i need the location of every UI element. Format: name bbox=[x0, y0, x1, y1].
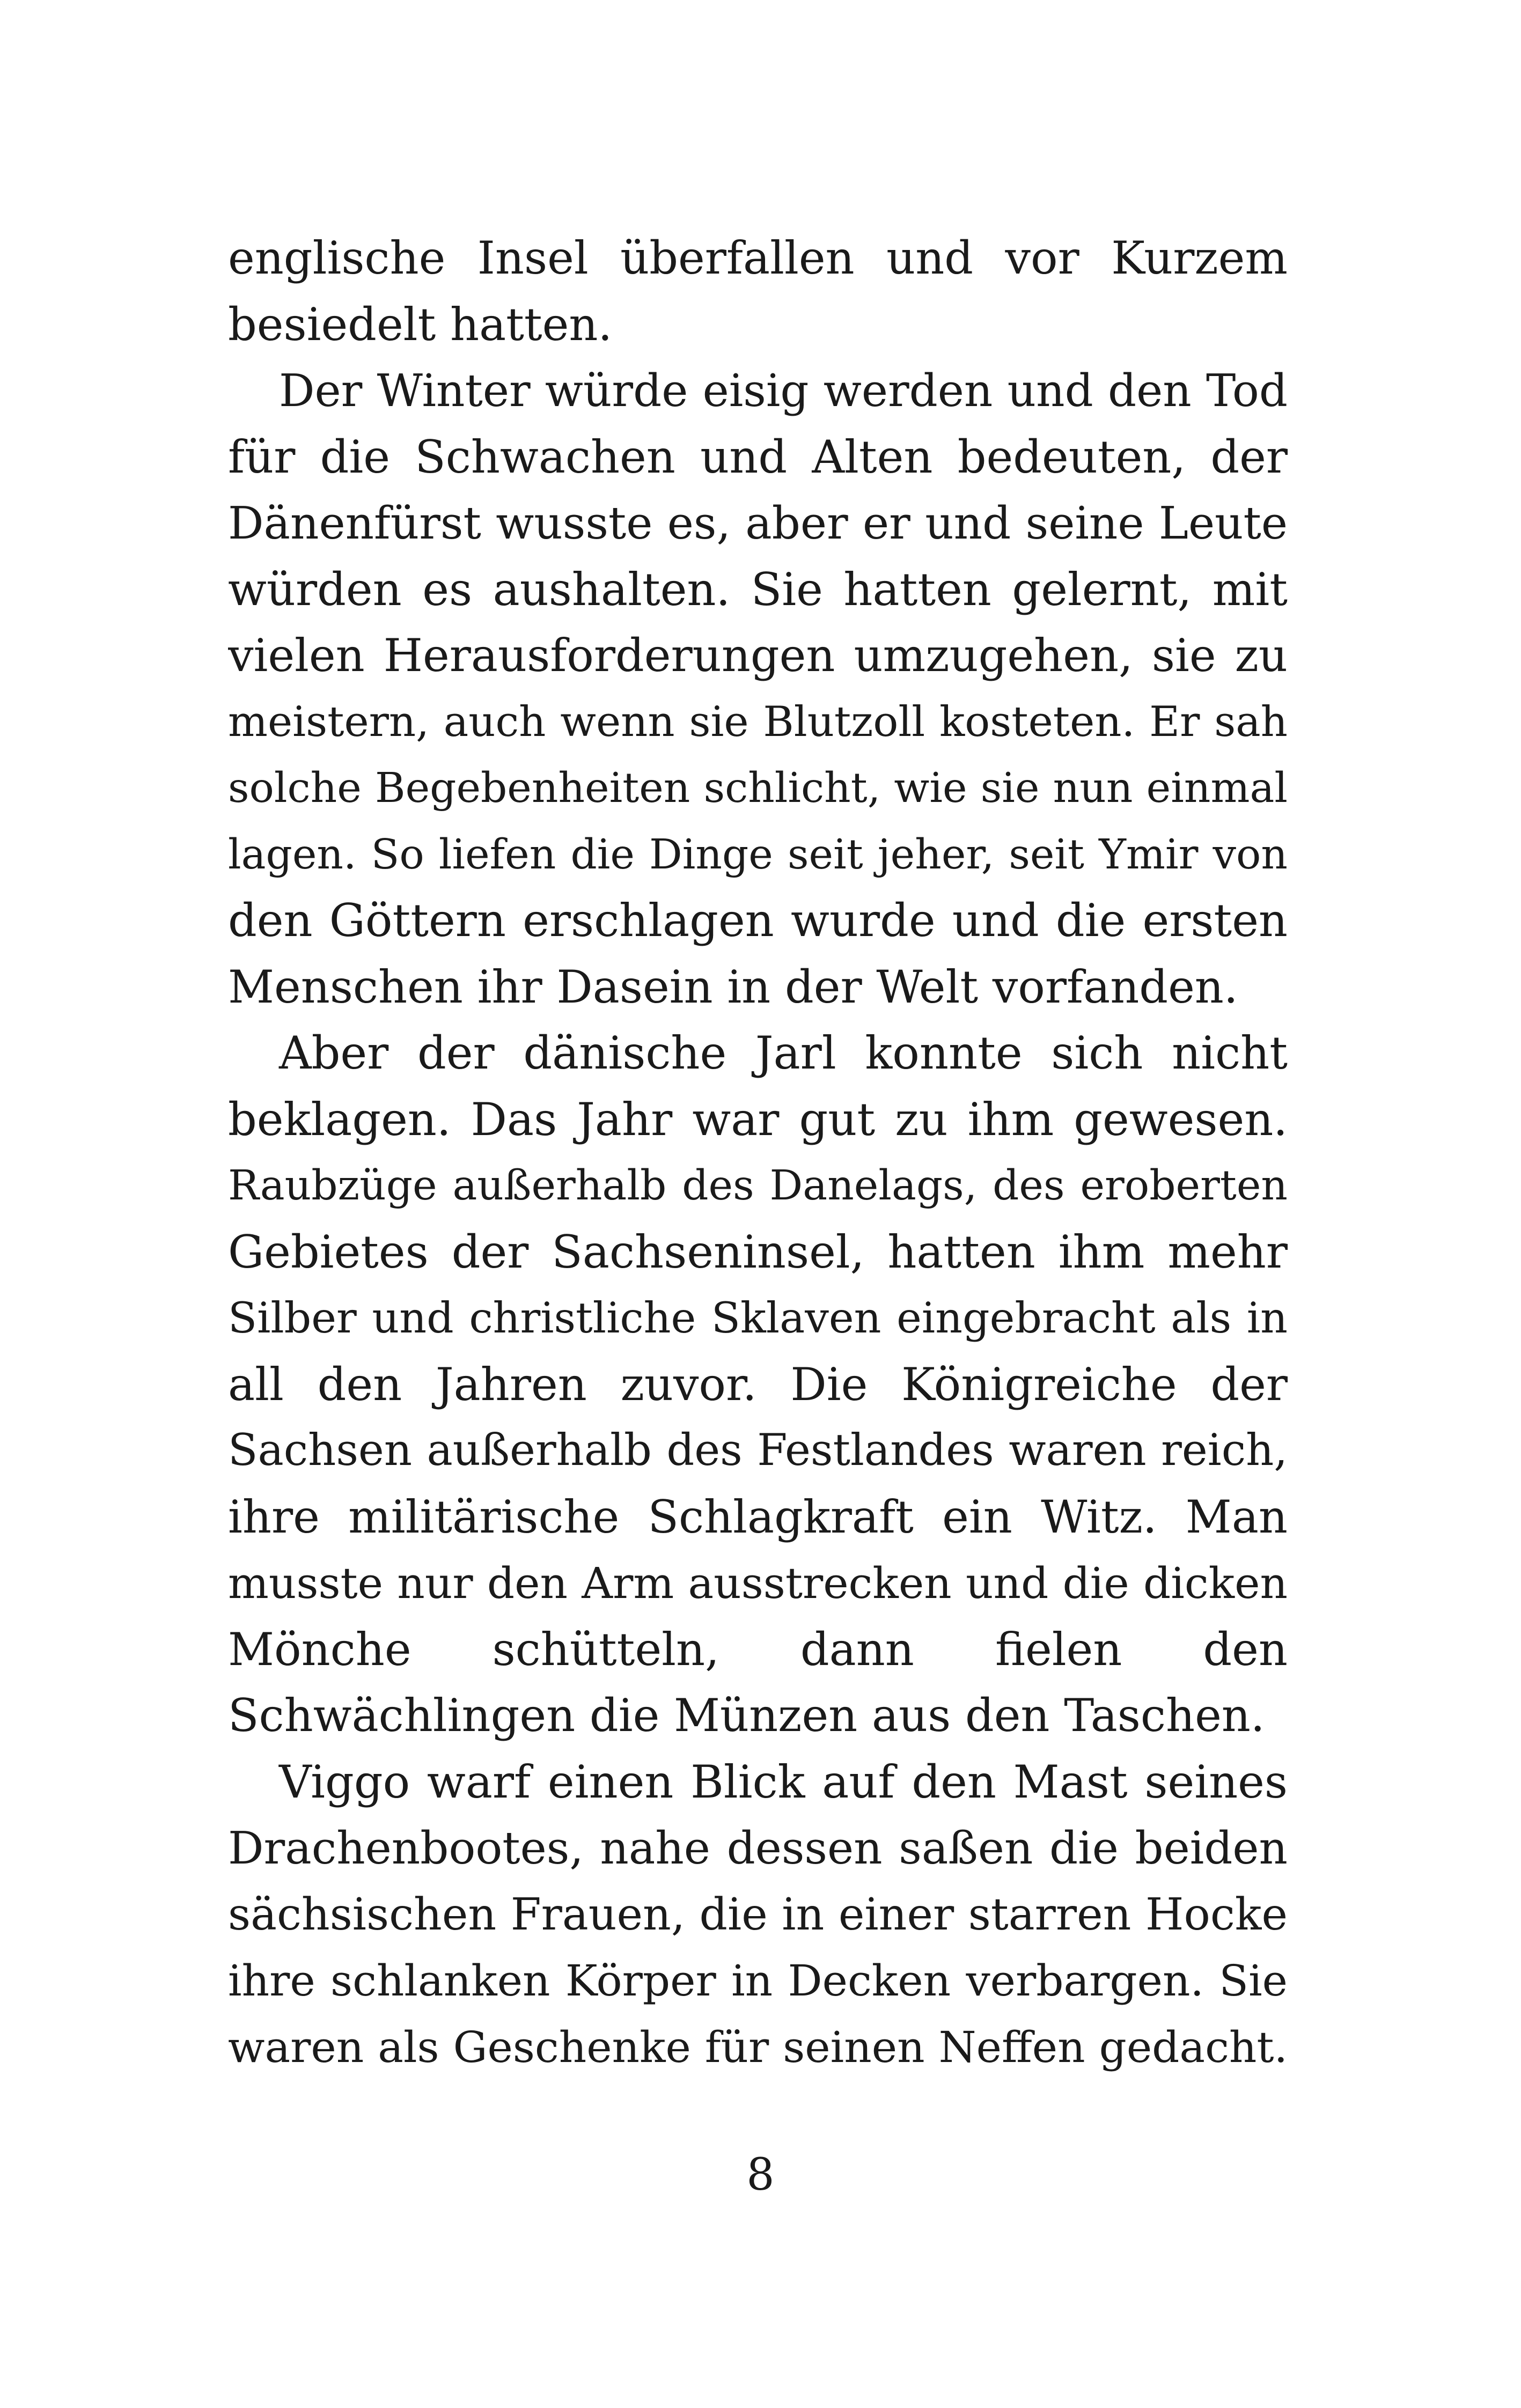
text-line: würden es aushalten. Sie hatten gelernt, mit bbox=[228, 563, 1288, 616]
text-line: Aber der dänische Jarl konnte sich nicht bbox=[279, 1027, 1288, 1079]
text-line: lagen. So liefen die Dinge seit jeher, seit Ymir von bbox=[228, 830, 1288, 879]
text-line: Dänenfürst wusste es, aber er und seine Leute bbox=[228, 497, 1288, 549]
text-line: Mönche schütteln, dann fielen den bbox=[228, 1623, 1288, 1676]
text-line: Schwächlingen die Münzen aus den Taschen. bbox=[228, 1689, 1265, 1742]
text-line: Der Winter würde eisig werden und den Tod bbox=[279, 365, 1288, 417]
text-line: vielen Herausforderungen umzugehen, sie zu bbox=[228, 629, 1288, 682]
text-line: all den Jahren zuvor. Die Königreiche der bbox=[228, 1358, 1288, 1411]
text-line: den Göttern erschlagen wurde und die ersten bbox=[228, 894, 1288, 947]
text-line: beklagen. Das Jahr war gut zu ihm gewesen. bbox=[228, 1093, 1288, 1146]
text-line: Raubzüge außerhalb des Danelags, des eroberten bbox=[228, 1162, 1288, 1210]
text-line: musste nur den Arm ausstrecken und die dicken bbox=[228, 1558, 1288, 1608]
text-line: Gebietes der Sachseninsel, hatten ihm mehr bbox=[228, 1225, 1288, 1278]
text-line: Drachenbootes, nahe dessen saßen die beiden bbox=[228, 1822, 1288, 1874]
text-line: solche Begebenheiten schlicht, wie sie nun einmal bbox=[228, 764, 1288, 812]
page-number: 8 bbox=[746, 2149, 775, 2200]
text-line: englische Insel überfallen und vor Kurzem bbox=[228, 232, 1288, 284]
text-line: besiedelt hatten. bbox=[228, 298, 613, 351]
text-line: meistern, auch wenn sie Blutzoll kosteten. Er sah bbox=[228, 697, 1288, 746]
text-line: für die Schwachen und Alten bedeuten, der bbox=[228, 430, 1288, 483]
text-line: Silber und christliche Sklaven eingebracht als in bbox=[228, 1293, 1288, 1343]
text-line: Viggo warf einen Blick auf den Mast seines bbox=[279, 1755, 1288, 1808]
text-line: sächsischen Frauen, die in einer starren Hocke bbox=[228, 1889, 1288, 1940]
text-line: Menschen ihr Dasein in der Welt vorfanden. bbox=[228, 960, 1238, 1013]
text-line: ihre militärische Schlagkraft ein Witz. Man bbox=[228, 1490, 1288, 1543]
body-text bbox=[228, 225, 1288, 2080]
text-line: ihre schlanken Körper in Decken verbargen. Sie bbox=[228, 1956, 1288, 2006]
text-line: waren als Geschenke für seinen Neffen gedacht. bbox=[228, 2022, 1288, 2072]
text-line: Sachsen außerhalb des Festlandes waren reich, bbox=[228, 1425, 1288, 1476]
